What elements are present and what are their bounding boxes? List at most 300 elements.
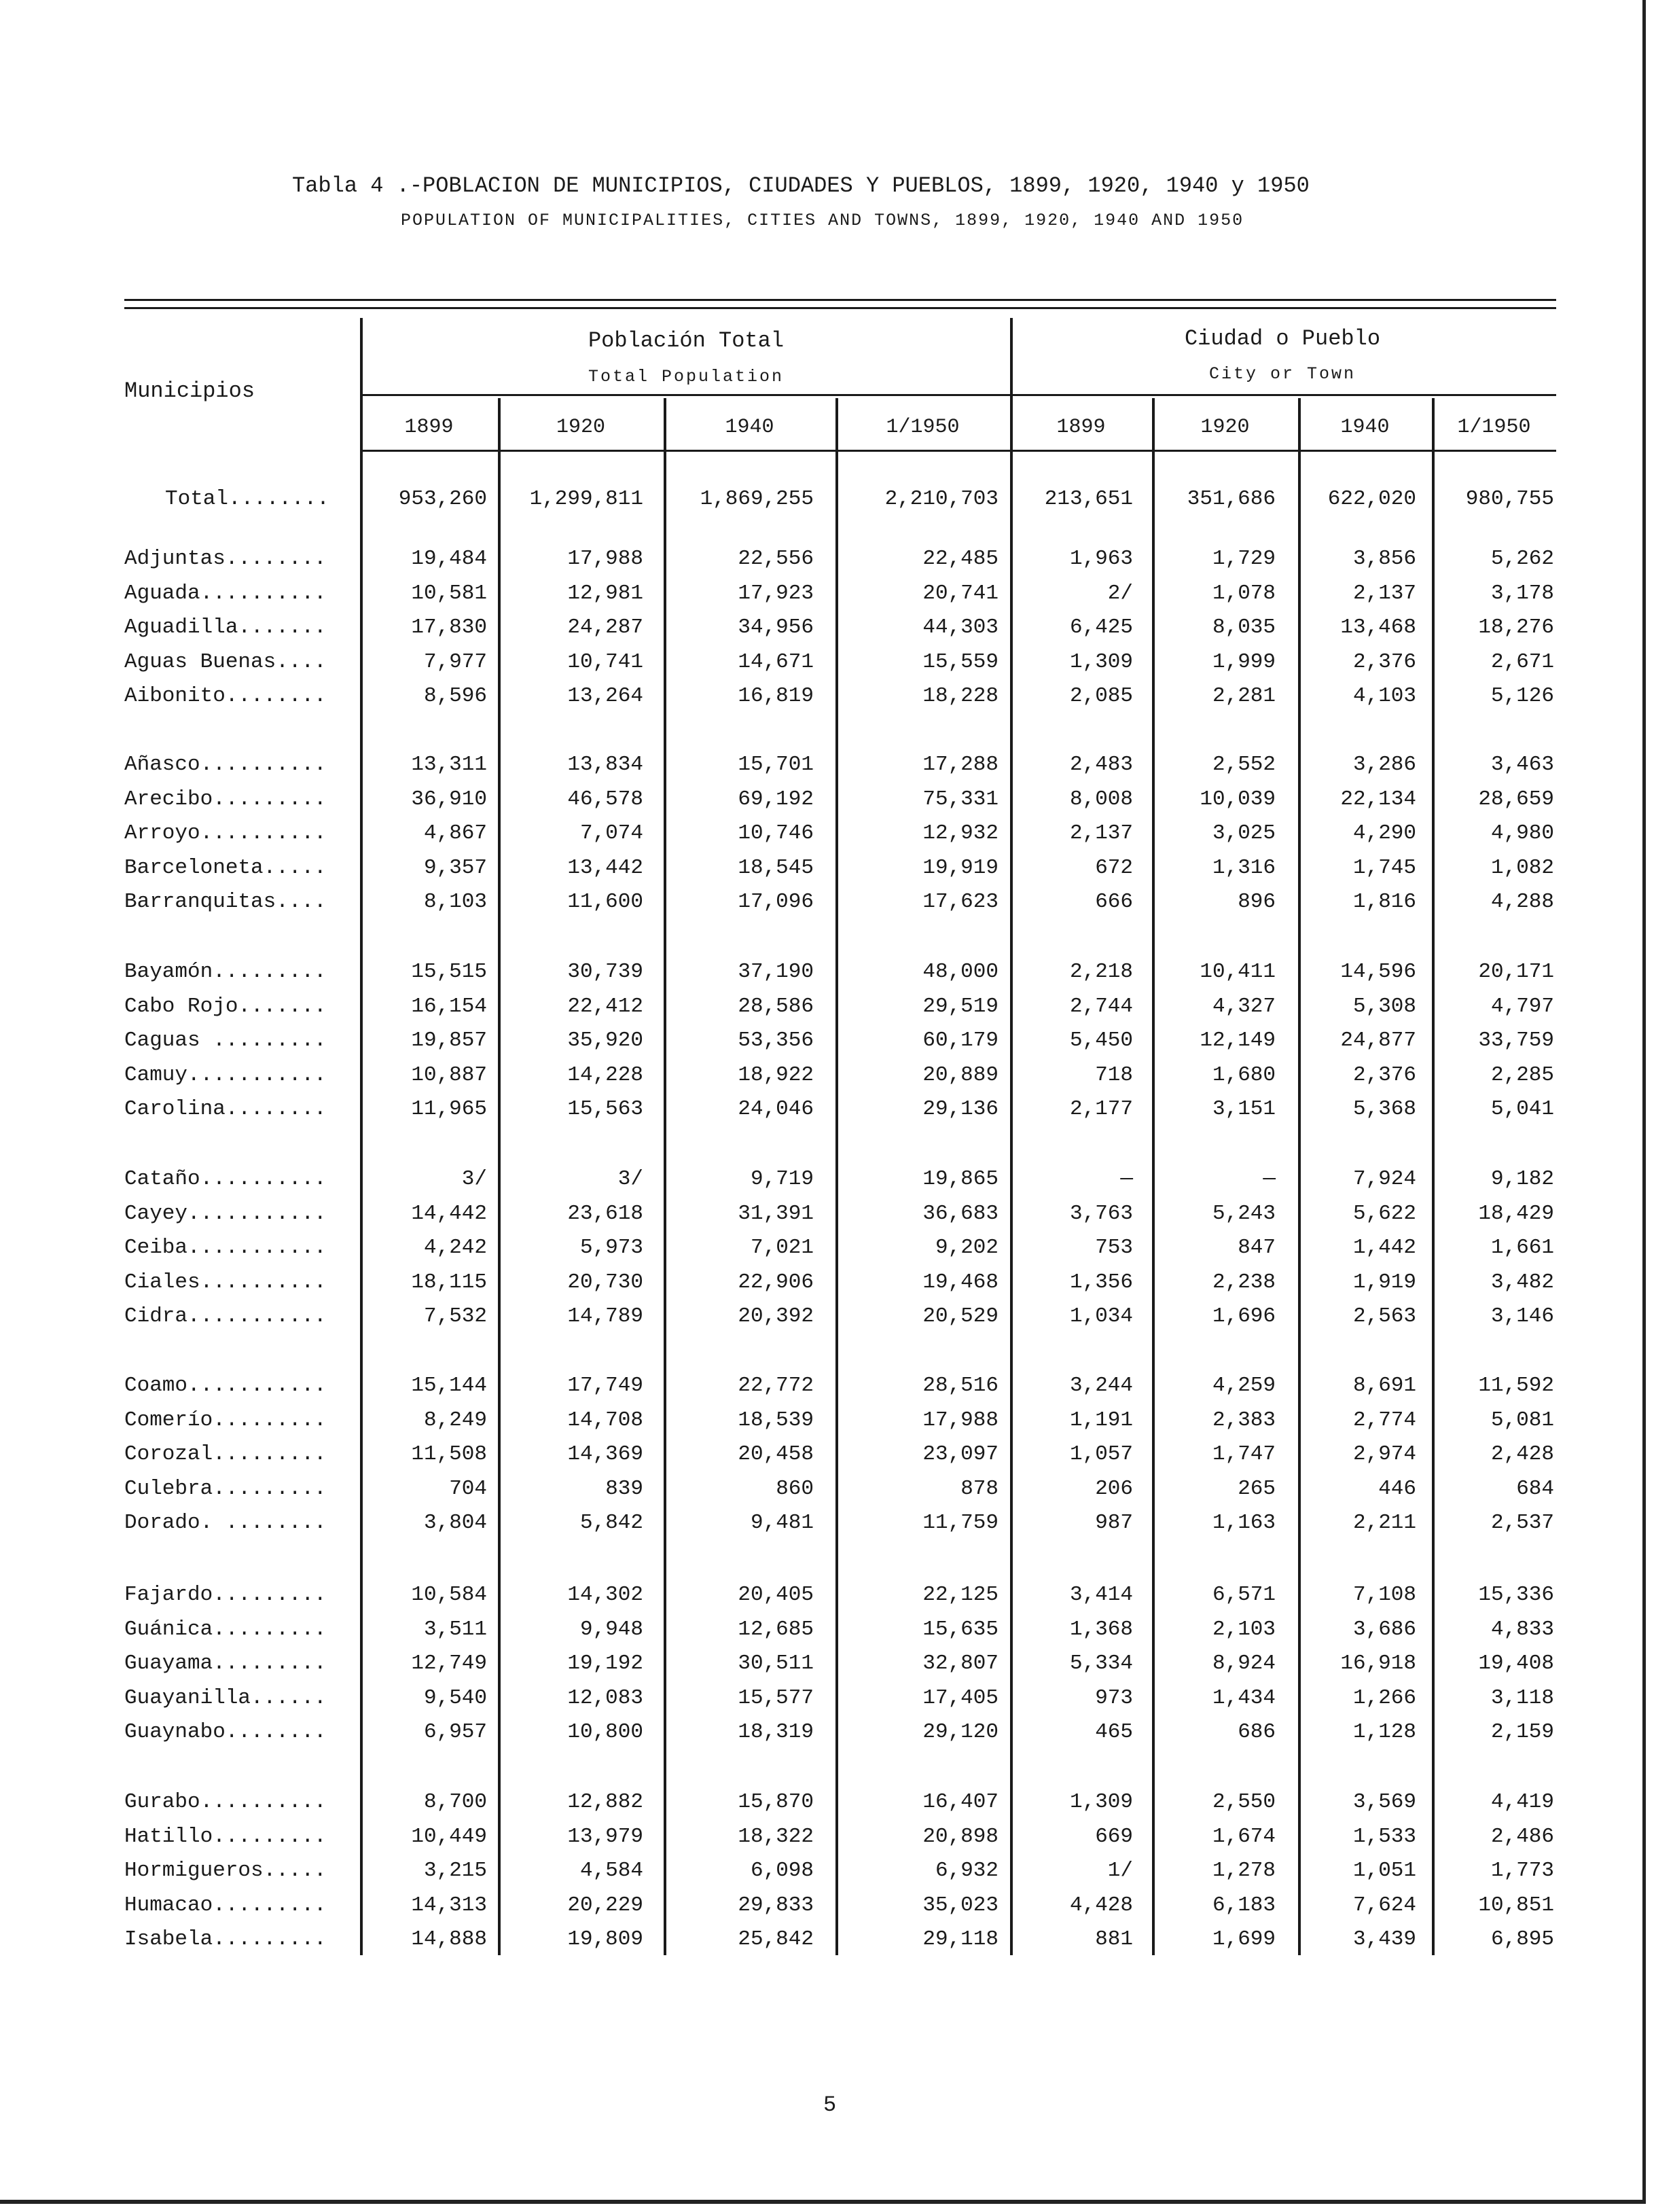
city-town-header-en: City or Town	[1208, 364, 1356, 384]
table-cell: 18,322	[738, 1825, 814, 1849]
column-rule-2	[498, 398, 501, 1955]
table-cell: 37,190	[738, 960, 814, 984]
table-cell: 15,701	[738, 753, 814, 777]
table-cell: 1,078	[1212, 582, 1276, 605]
total-population-header-en: Total Population	[588, 367, 785, 387]
table-cell: 1,356	[1069, 1270, 1133, 1294]
table-cell: 1,773	[1490, 1859, 1554, 1883]
table-cell: 973	[1095, 1686, 1133, 1710]
table-cell: 3,151	[1212, 1097, 1276, 1121]
table-cell: 1,442	[1352, 1236, 1416, 1260]
table-cell: 6,957	[423, 1720, 487, 1744]
table-cell: 20,458	[738, 1442, 814, 1466]
table-cell: 8,008	[1069, 787, 1133, 811]
table-cell: 5,126	[1490, 684, 1554, 708]
table-cell: 10,039	[1200, 787, 1276, 811]
table-cell: 1,661	[1490, 1236, 1554, 1260]
municipality-name: Bayamón.........	[124, 960, 327, 984]
table-cell: 20,529	[922, 1304, 999, 1328]
city-town-header: Ciudad o Pueblo	[1184, 326, 1381, 351]
table-cell: 14,671	[738, 650, 814, 674]
table-title-english: POPULATION OF MUNICIPALITIES, CITIES AND TOWNS, 1899, 1920, 1940 AND 1950	[401, 211, 1244, 230]
table-cell: 48,000	[922, 960, 999, 984]
table-cell: 10,800	[567, 1720, 643, 1744]
table-cell: 11,592	[1478, 1374, 1554, 1397]
table-cell: 11,965	[411, 1097, 487, 1121]
table-cell: 53,356	[738, 1029, 814, 1052]
table-cell: 24,046	[738, 1097, 814, 1121]
year-header-6: 1920	[1200, 416, 1250, 439]
table-cell: 4,833	[1490, 1618, 1554, 1641]
municipality-name: Dorado. ........	[124, 1511, 327, 1535]
table-cell: 36,683	[922, 1202, 999, 1226]
municipality-name: Arecibo.........	[124, 787, 327, 811]
table-cell: 1,368	[1069, 1618, 1133, 1641]
table-cell: 15,559	[922, 650, 999, 674]
table-cell: 7,924	[1352, 1167, 1416, 1191]
top-rule-1	[124, 299, 1556, 301]
table-cell: 3,763	[1069, 1202, 1133, 1226]
table-cell: 30,511	[738, 1652, 814, 1675]
table-cell: 860	[776, 1477, 814, 1501]
table-cell: 15,563	[567, 1097, 643, 1121]
table-cell: 14,888	[411, 1927, 487, 1951]
table-cell: 1/	[1107, 1859, 1133, 1883]
municipality-name: Barceloneta.....	[124, 856, 327, 880]
table-cell: 8,035	[1212, 616, 1276, 639]
table-cell: 17,988	[922, 1408, 999, 1432]
table-cell: 6,183	[1212, 1893, 1276, 1917]
table-cell: 2,671	[1490, 650, 1554, 674]
municipality-name: Aguadilla.......	[124, 616, 327, 639]
municipality-name: Humacao.........	[124, 1893, 327, 1917]
municipality-name: Gurabo..........	[124, 1790, 327, 1814]
table-cell: 2,376	[1352, 650, 1416, 674]
table-cell: 1,729	[1212, 547, 1276, 571]
table-cell: 22,485	[922, 547, 999, 571]
table-cell: 1,533	[1352, 1825, 1416, 1849]
municipality-name: Aguada..........	[124, 582, 327, 605]
municipality-name: Cabo Rojo.......	[124, 995, 327, 1018]
table-cell: 20,392	[738, 1304, 814, 1328]
municipality-name: Cayey...........	[124, 1202, 327, 1226]
column-rule-1	[360, 318, 363, 1955]
table-cell: 1,999	[1212, 650, 1276, 674]
municipality-name: Arroyo..........	[124, 821, 327, 845]
table-cell: 9,540	[423, 1686, 487, 1710]
municipality-name: Carolina........	[124, 1097, 327, 1121]
table-cell: —	[1120, 1167, 1133, 1191]
year-header-1: 1899	[404, 416, 454, 439]
table-cell: 3,856	[1352, 547, 1416, 571]
total-value-3: 1,869,255	[700, 487, 814, 511]
municipality-name: Comerío.........	[124, 1408, 327, 1432]
municipality-name: Guayama.........	[124, 1652, 327, 1675]
municipality-name: Aguas Buenas....	[124, 650, 327, 674]
table-cell: 704	[449, 1477, 487, 1501]
table-cell: 5,243	[1212, 1202, 1276, 1226]
table-cell: 18,922	[738, 1063, 814, 1087]
table-cell: 3,118	[1490, 1686, 1554, 1710]
table-cell: 18,319	[738, 1720, 814, 1744]
year-header-8: 1/1950	[1457, 416, 1531, 439]
table-cell: 23,618	[567, 1202, 643, 1226]
table-cell: 10,581	[411, 582, 487, 605]
table-cell: 465	[1095, 1720, 1133, 1744]
table-cell: 15,336	[1478, 1583, 1554, 1607]
table-cell: 1,082	[1490, 856, 1554, 880]
table-cell: 7,074	[579, 821, 643, 845]
table-cell: 14,228	[567, 1063, 643, 1087]
table-cell: 1,316	[1212, 856, 1276, 880]
municipality-name: Cataño..........	[124, 1167, 327, 1191]
municipality-name: Ceiba...........	[124, 1236, 327, 1260]
table-cell: 15,515	[411, 960, 487, 984]
table-cell: 17,830	[411, 616, 487, 639]
total-value-1: 953,260	[398, 487, 487, 511]
table-cell: 17,988	[567, 547, 643, 571]
table-cell: 9,202	[935, 1236, 999, 1260]
table-cell: 7,977	[423, 650, 487, 674]
table-cell: 12,083	[567, 1686, 643, 1710]
table-cell: 2,774	[1352, 1408, 1416, 1432]
table-cell: 8,103	[423, 890, 487, 914]
table-cell: 16,407	[922, 1790, 999, 1814]
table-cell: 29,136	[922, 1097, 999, 1121]
table-cell: 847	[1238, 1236, 1276, 1260]
table-cell: 2,137	[1352, 582, 1416, 605]
table-cell: 8,596	[423, 684, 487, 708]
table-cell: 3,569	[1352, 1790, 1416, 1814]
municipality-name: Hormigueros.....	[124, 1859, 327, 1883]
table-cell: 1,191	[1069, 1408, 1133, 1432]
table-cell: 5,041	[1490, 1097, 1554, 1121]
table-cell: 6,098	[750, 1859, 814, 1883]
table-cell: 23,097	[922, 1442, 999, 1466]
table-cell: 10,584	[411, 1583, 487, 1607]
table-cell: 3,178	[1490, 582, 1554, 605]
table-cell: 3,414	[1069, 1583, 1133, 1607]
table-cell: 1,745	[1352, 856, 1416, 880]
table-cell: 666	[1095, 890, 1133, 914]
table-cell: 31,391	[738, 1202, 814, 1226]
table-cell: 1,278	[1212, 1859, 1276, 1883]
table-cell: 3,482	[1490, 1270, 1554, 1294]
table-cell: 3,804	[423, 1511, 487, 1535]
table-cell: 20,229	[567, 1893, 643, 1917]
table-cell: 1,674	[1212, 1825, 1276, 1849]
page-number: 5	[823, 2092, 837, 2118]
table-cell: 8,691	[1352, 1374, 1416, 1397]
table-cell: 13,468	[1340, 616, 1416, 639]
table-cell: 20,730	[567, 1270, 643, 1294]
municipality-name: Isabela.........	[124, 1927, 327, 1951]
table-cell: 8,700	[423, 1790, 487, 1814]
table-cell: 12,685	[738, 1618, 814, 1641]
table-cell: 878	[960, 1477, 999, 1501]
table-cell: 1,816	[1352, 890, 1416, 914]
table-cell: 2,281	[1212, 684, 1276, 708]
table-cell: 1,680	[1212, 1063, 1276, 1087]
year-header-7: 1940	[1340, 416, 1390, 439]
table-cell: 1,051	[1352, 1859, 1416, 1883]
table-cell: 13,834	[567, 753, 643, 777]
table-cell: 17,749	[567, 1374, 643, 1397]
table-cell: 4,867	[423, 821, 487, 845]
table-cell: 265	[1238, 1477, 1276, 1501]
table-cell: 19,857	[411, 1029, 487, 1052]
table-cell: 2,483	[1069, 753, 1133, 777]
total-value-4: 2,210,703	[884, 487, 999, 511]
table-cell: 5,622	[1352, 1202, 1416, 1226]
table-cell: 6,571	[1212, 1583, 1276, 1607]
municipality-name: Corozal.........	[124, 1442, 327, 1466]
table-cell: 8,924	[1212, 1652, 1276, 1675]
table-cell: 6,895	[1490, 1927, 1554, 1951]
table-cell: 11,759	[922, 1511, 999, 1535]
table-cell: 446	[1378, 1477, 1416, 1501]
table-cell: —	[1263, 1167, 1276, 1191]
table-cell: 19,865	[922, 1167, 999, 1191]
table-cell: 15,144	[411, 1374, 487, 1397]
table-cell: 2,285	[1490, 1063, 1554, 1087]
header-bottom-rule	[360, 450, 1556, 452]
table-cell: 13,442	[567, 856, 643, 880]
table-cell: 8,249	[423, 1408, 487, 1432]
municipality-name: Culebra.........	[124, 1477, 327, 1501]
table-cell: 10,741	[567, 650, 643, 674]
table-cell: 3/	[461, 1167, 487, 1191]
table-cell: 10,411	[1200, 960, 1276, 984]
table-cell: 5,842	[579, 1511, 643, 1535]
municipality-name: Guaynabo........	[124, 1720, 327, 1744]
table-cell: 20,898	[922, 1825, 999, 1849]
table-cell: 987	[1095, 1511, 1133, 1535]
table-cell: 3,244	[1069, 1374, 1133, 1397]
table-cell: 753	[1095, 1236, 1133, 1260]
total-row-label: Total........	[165, 487, 329, 511]
table-cell: 2/	[1107, 582, 1133, 605]
table-cell: 14,369	[567, 1442, 643, 1466]
table-cell: 4,290	[1352, 821, 1416, 845]
table-cell: 2,383	[1212, 1408, 1276, 1432]
table-cell: 9,948	[579, 1618, 643, 1641]
total-value-8: 980,755	[1465, 487, 1554, 511]
table-cell: 3,286	[1352, 753, 1416, 777]
table-cell: 3,439	[1352, 1927, 1416, 1951]
table-cell: 672	[1095, 856, 1133, 880]
column-rule-8	[1432, 398, 1435, 1955]
table-cell: 7,624	[1352, 1893, 1416, 1917]
table-cell: 1,699	[1212, 1927, 1276, 1951]
column-rule-4	[835, 398, 838, 1955]
table-cell: 1,309	[1069, 1790, 1133, 1814]
table-cell: 2,218	[1069, 960, 1133, 984]
table-cell: 5,334	[1069, 1652, 1133, 1675]
table-cell: 33,759	[1478, 1029, 1554, 1052]
table-cell: 2,563	[1352, 1304, 1416, 1328]
table-cell: 3,511	[423, 1618, 487, 1641]
table-cell: 11,508	[411, 1442, 487, 1466]
column-rule-7	[1298, 398, 1301, 1955]
municipios-header: Municipios	[124, 378, 255, 404]
table-cell: 10,746	[738, 821, 814, 845]
table-cell: 1,434	[1212, 1686, 1276, 1710]
table-cell: 14,313	[411, 1893, 487, 1917]
table-cell: 14,302	[567, 1583, 643, 1607]
table-cell: 2,376	[1352, 1063, 1416, 1087]
table-cell: 19,468	[922, 1270, 999, 1294]
total-value-2: 1,299,811	[529, 487, 643, 511]
table-cell: 2,550	[1212, 1790, 1276, 1814]
total-population-header: Población Total	[588, 328, 785, 353]
table-cell: 1,057	[1069, 1442, 1133, 1466]
table-cell: 2,974	[1352, 1442, 1416, 1466]
municipality-name: Aibonito........	[124, 684, 327, 708]
table-cell: 1,128	[1352, 1720, 1416, 1744]
table-cell: 22,134	[1340, 787, 1416, 811]
municipality-name: Coamo...........	[124, 1374, 327, 1397]
table-cell: 206	[1095, 1477, 1133, 1501]
table-cell: 5,973	[579, 1236, 643, 1260]
table-cell: 29,120	[922, 1720, 999, 1744]
table-cell: 17,923	[738, 582, 814, 605]
total-value-6: 351,686	[1187, 487, 1276, 511]
year-header-4: 1/1950	[886, 416, 960, 439]
table-cell: 12,149	[1200, 1029, 1276, 1052]
table-cell: 15,870	[738, 1790, 814, 1814]
table-cell: 881	[1095, 1927, 1133, 1951]
table-cell: 29,833	[738, 1893, 814, 1917]
table-cell: 9,481	[750, 1511, 814, 1535]
table-cell: 22,556	[738, 547, 814, 571]
table-cell: 5,081	[1490, 1408, 1554, 1432]
table-cell: 19,809	[567, 1927, 643, 1951]
table-cell: 4,242	[423, 1236, 487, 1260]
table-cell: 35,920	[567, 1029, 643, 1052]
municipality-name: Fajardo.........	[124, 1583, 327, 1607]
table-cell: 18,228	[922, 684, 999, 708]
table-cell: 60,179	[922, 1029, 999, 1052]
table-cell: 17,288	[922, 753, 999, 777]
table-cell: 4,797	[1490, 995, 1554, 1018]
municipality-name: Caguas .........	[124, 1029, 327, 1052]
table-cell: 19,192	[567, 1652, 643, 1675]
table-cell: 7,021	[750, 1236, 814, 1260]
table-cell: 2,552	[1212, 753, 1276, 777]
table-cell: 20,171	[1478, 960, 1554, 984]
table-cell: 2,177	[1069, 1097, 1133, 1121]
table-cell: 18,115	[411, 1270, 487, 1294]
table-cell: 44,303	[922, 616, 999, 639]
table-cell: 15,635	[922, 1618, 999, 1641]
table-cell: 669	[1095, 1825, 1133, 1849]
table-cell: 9,357	[423, 856, 487, 880]
table-cell: 4,288	[1490, 890, 1554, 914]
table-cell: 12,981	[567, 582, 643, 605]
table-cell: 36,910	[411, 787, 487, 811]
table-cell: 2,085	[1069, 684, 1133, 708]
table-cell: 14,708	[567, 1408, 643, 1432]
table-cell: 32,807	[922, 1652, 999, 1675]
table-cell: 4,103	[1352, 684, 1416, 708]
table-cell: 30,739	[567, 960, 643, 984]
table-cell: 14,442	[411, 1202, 487, 1226]
year-header-3: 1940	[725, 416, 774, 439]
table-cell: 1,266	[1352, 1686, 1416, 1710]
municipality-name: Hatillo.........	[124, 1825, 327, 1849]
table-cell: 11,600	[567, 890, 643, 914]
table-cell: 2,211	[1352, 1511, 1416, 1535]
year-header-2: 1920	[556, 416, 605, 439]
municipality-name: Barranquitas....	[124, 890, 327, 914]
table-cell: 1,747	[1212, 1442, 1276, 1466]
table-cell: 4,980	[1490, 821, 1554, 845]
top-rule-2	[124, 307, 1556, 309]
table-cell: 2,238	[1212, 1270, 1276, 1294]
table-cell: 29,519	[922, 995, 999, 1018]
municipality-name: Camuy...........	[124, 1063, 327, 1087]
table-cell: 22,906	[738, 1270, 814, 1294]
table-cell: 14,596	[1340, 960, 1416, 984]
municipality-name: Guánica.........	[124, 1618, 327, 1641]
total-value-5: 213,651	[1044, 487, 1133, 511]
table-cell: 46,578	[567, 787, 643, 811]
table-cell: 28,586	[738, 995, 814, 1018]
table-cell: 28,659	[1478, 787, 1554, 811]
table-cell: 22,412	[567, 995, 643, 1018]
table-cell: 1,309	[1069, 650, 1133, 674]
table-cell: 18,539	[738, 1408, 814, 1432]
table-cell: 2,103	[1212, 1618, 1276, 1641]
column-rule-6	[1152, 398, 1155, 1955]
table-cell: 24,287	[567, 616, 643, 639]
table-cell: 6,425	[1069, 616, 1133, 639]
table-cell: 684	[1516, 1477, 1554, 1501]
table-cell: 9,719	[750, 1167, 814, 1191]
table-cell: 17,405	[922, 1686, 999, 1710]
table-cell: 1,919	[1352, 1270, 1416, 1294]
table-cell: 17,623	[922, 890, 999, 914]
table-cell: 16,154	[411, 995, 487, 1018]
table-cell: 4,327	[1212, 995, 1276, 1018]
table-cell: 12,932	[922, 821, 999, 845]
table-cell: 17,096	[738, 890, 814, 914]
table-cell: 4,428	[1069, 1893, 1133, 1917]
table-cell: 16,918	[1340, 1652, 1416, 1675]
table-cell: 34,956	[738, 616, 814, 639]
table-cell: 35,023	[922, 1893, 999, 1917]
table-cell: 20,405	[738, 1583, 814, 1607]
table-cell: 2,137	[1069, 821, 1133, 845]
table-cell: 5,450	[1069, 1029, 1133, 1052]
table-cell: 24,877	[1340, 1029, 1416, 1052]
municipality-name: Añasco..........	[124, 753, 327, 777]
table-cell: 4,259	[1212, 1374, 1276, 1397]
table-cell: 5,262	[1490, 547, 1554, 571]
table-cell: 18,429	[1478, 1202, 1554, 1226]
table-cell: 12,882	[567, 1790, 643, 1814]
year-header-5: 1899	[1056, 416, 1106, 439]
table-cell: 2,159	[1490, 1720, 1554, 1744]
table-cell: 9,182	[1490, 1167, 1554, 1191]
table-cell: 3,025	[1212, 821, 1276, 845]
table-title-spanish: Tabla 4 .-POBLACION DE MUNICIPIOS, CIUDADES Y PUEBLOS, 1899, 1920, 1940 y 1950	[292, 173, 1310, 198]
municipality-name: Guayanilla......	[124, 1686, 327, 1710]
municipality-name: Adjuntas........	[124, 547, 327, 571]
table-cell: 16,819	[738, 684, 814, 708]
table-cell: 19,408	[1478, 1652, 1554, 1675]
